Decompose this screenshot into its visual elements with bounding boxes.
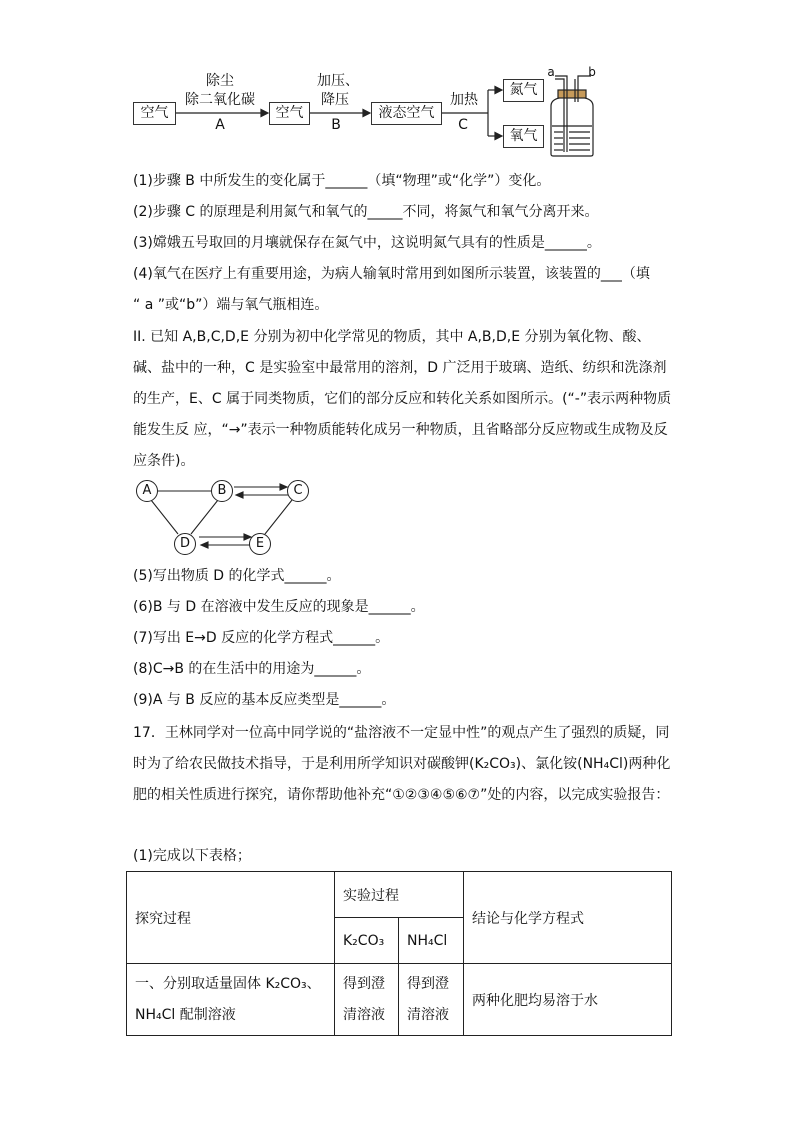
step-c-label: 加热 <box>450 92 478 108</box>
question-6: (6)B 与 D 在溶液中发生反应的现象是______。 <box>133 599 425 615</box>
flow-box-nitrogen: 氮气 <box>503 79 544 102</box>
row1-process: 一、分别取适量固体 K₂CO₃、NH₄Cl 配制溶液 <box>127 964 335 1036</box>
row1-k2co3: 得到澄清溶液 <box>335 964 399 1036</box>
question-9: (9)A 与 B 反应的基本反应类型是______。 <box>133 692 396 708</box>
port-b-label: b <box>588 65 596 79</box>
header-conclusion: 结论与化学方程式 <box>464 872 672 964</box>
node-e: E <box>249 533 271 555</box>
step-a-label-2: 除二氧化碳 <box>185 92 255 108</box>
question-3: (3)嫦娥五号取回的月壤就保存在氮气中，这说明氮气具有的性质是______。 <box>133 235 601 251</box>
flow-arrows <box>0 0 794 170</box>
question-2: (2)步骤 C 的原理是利用氮气和氧气的_____不同，将氮气和氧气分离开来。 <box>133 204 599 220</box>
experiment-table <box>126 871 672 1036</box>
question-1: (1)步骤 B 中所发生的变化属于______（填“物理”或“化学”）变化。 <box>133 173 551 189</box>
step-b-label-1: 加压、 <box>317 73 359 89</box>
question-8: (8)C→B 的在生活中的用途为______。 <box>133 661 371 677</box>
step-a-label-1: 除尘 <box>206 73 234 89</box>
flow-box-oxygen: 氧气 <box>503 125 544 148</box>
flow-box-liquid-air: 液态空气 <box>371 102 442 125</box>
question-4-line-2: “ a ”或“b”）端与氧气瓶相连。 <box>133 297 329 313</box>
node-c: C <box>287 480 309 502</box>
step-b-letter: B <box>331 117 341 133</box>
node-a: A <box>136 480 158 502</box>
question-17: 17．王林同学对一位高中同学说的“盐溶液不一定显中性”的观点产生了强烈的质疑，同时为了给农民做技术指导，于是利用所学知识对碳酸钾(K₂CO₃)、氯化铵(NH₄Cl)两种化肥的相关性质进行探究，请你帮助他补充“①②③④⑤⑥⑦”处的内容，以完成实验报告： <box>133 725 671 803</box>
node-d: D <box>174 533 196 555</box>
header-k2co3: K₂CO₃ <box>335 918 399 964</box>
row1-conclusion: 两种化肥均易溶于水 <box>464 964 672 1036</box>
step-c-letter: C <box>458 117 468 133</box>
step-b-label-2: 降压 <box>321 92 349 108</box>
header-process: 探究过程 <box>127 872 335 964</box>
port-a-label: a <box>547 65 555 79</box>
node-b: B <box>211 480 233 502</box>
flow-box-air-start: 空气 <box>133 102 176 125</box>
question-7: (7)写出 E→D 反应的化学方程式______。 <box>133 630 390 646</box>
flow-box-air-clean: 空气 <box>269 102 310 125</box>
question-17-sub-1: (1)完成以下表格； <box>133 848 251 864</box>
header-experiment: 实验过程 <box>335 872 464 918</box>
question-4-line-1: (4)氧气在医疗上有重要用途，为病人输氧时常用到如图所示装置，该装置的___（填 <box>133 266 650 282</box>
step-a-letter: A <box>215 117 225 133</box>
question-5: (5)写出物质 D 的化学式______。 <box>133 568 341 584</box>
header-nh4cl: NH₄Cl <box>399 918 464 964</box>
part-2-intro: II. 已知 A,B,C,D,E 分别为初中化学常见的物质，其中 A,B,D,E 分别为氧化物、酸、 碱、盐中的一种，C 是实验室中最常用的溶剂，D 广泛用于玻璃、造纸、纺织和洗涤剂的生产，E、C 属于同类物质，它们的部分反应和转化关系如图所示。(“-”表示两种物质能发生反 应，“→”表示一种物质能转化成另一种物质，且省略部分反应物或生成物及反应条件)。 <box>133 329 672 469</box>
row1-nh4cl: 得到澄清溶液 <box>399 964 464 1036</box>
